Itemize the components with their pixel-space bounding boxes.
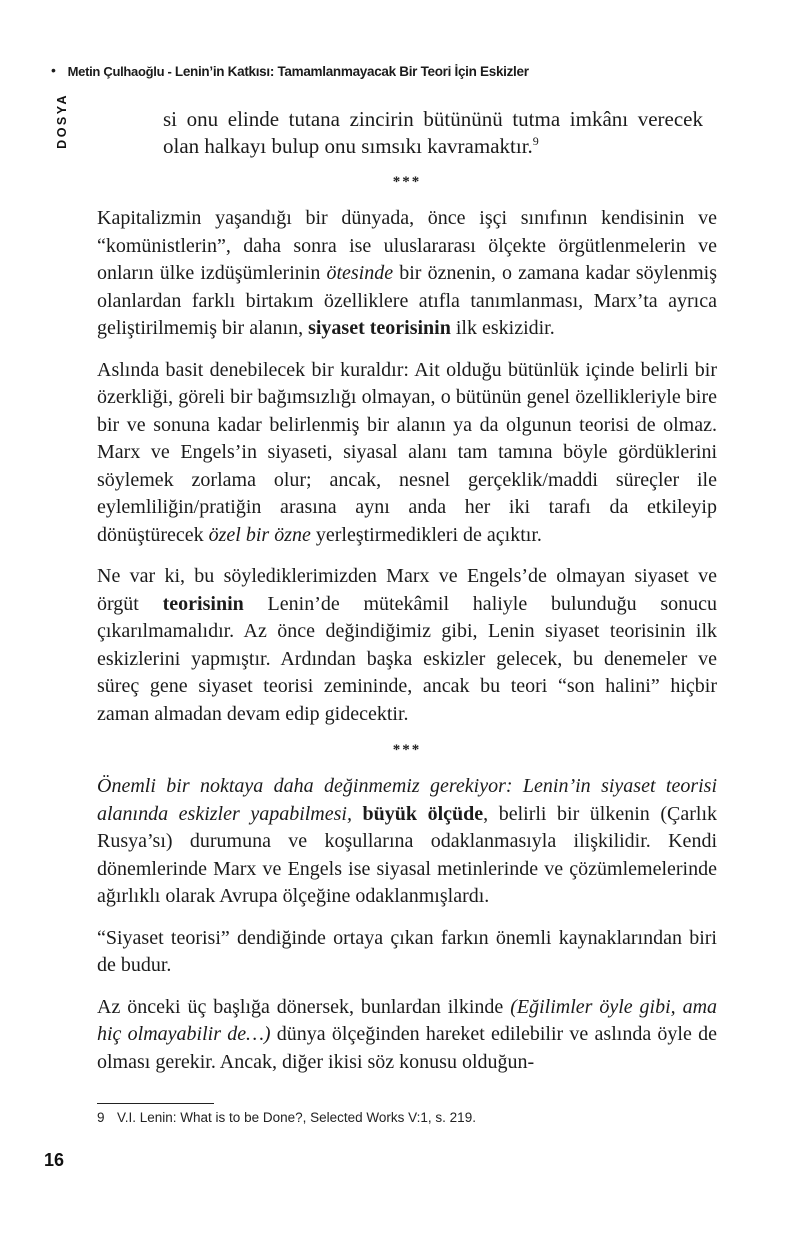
text-run: teorisinin	[162, 592, 244, 615]
text-run: Önemli bir noktaya daha değinmemiz gerekiyor: Lenin’in siyaset teorisi alanında eskizler yapabilmesi,	[97, 775, 717, 825]
text-run: “Siyaset teorisi” dendiğinde ortaya çıkan farkın önemli kaynaklarından biri de budur.	[97, 926, 717, 976]
text-run: si onu elinde tutana zincirin bütününü tutma imkânı verecek olan halkayı bulup onu sımsıkı kavramaktır.	[163, 107, 703, 158]
block-quote	[163, 106, 703, 160]
text-run: , belirli bir ülkenin (Çarlık Rusya’sı) durumuna ve koşullarına odaklanmasıyla ilişkilidir. Kendi dönemlerinde Marx ve Engels ise siyasal metinlerinde ve çözümlemelerinde ağırlıklı olarak Avrupa ölçeğine odaklanmışlardı.	[97, 802, 718, 907]
footnote-number: 9	[97, 1110, 105, 1125]
page-header	[51, 62, 529, 79]
body-paragraph	[97, 994, 717, 1077]
header-bullet-icon: •	[51, 62, 56, 78]
text-run: bir öznenin, o zamana kadar söylenmiş olanlardan farklı birtakım özelliklere atıfla tanımlanması, Marx’ta ayrıca geliştirilmemiş bir alanın,	[97, 262, 717, 339]
text-run: Ne var ki, bu söylediklerimizden Marx ve Engels’de olmayan siyaset ve örgüt	[97, 565, 717, 615]
section-separator: ***	[392, 742, 422, 758]
footnote-ref: 9	[532, 134, 539, 148]
text-run: (Eğilimler öyle gibi, ama hiç olmayabilir de…)	[97, 995, 718, 1045]
footnote-area	[97, 1103, 717, 1125]
body-paragraph	[97, 925, 717, 980]
section-separator: ***	[392, 174, 422, 190]
text-run: yerleştirmedikleri de açıktır.	[310, 523, 542, 546]
body-paragraph	[97, 773, 717, 911]
text-run: ilk eskizidir.	[450, 317, 555, 339]
body-paragraph	[97, 205, 717, 343]
text-run: dünya ölçeğinden hareket edilebilir ve aslında öyle de olması gerekir. Ancak, diğer ikisi söz konusu olduğun-	[97, 1023, 717, 1073]
text-run: ötesinde	[326, 262, 394, 284]
body-paragraph	[97, 563, 717, 728]
text-run: Az önceki üç başlığa dönersek, bunlardan ilkinde	[97, 995, 511, 1018]
page-number: 16	[44, 1150, 65, 1170]
section-label-vertical: DOSYA	[55, 93, 69, 149]
text-run: özel bir özne	[208, 523, 311, 546]
body-paragraph	[97, 357, 717, 550]
page-body	[97, 106, 717, 1076]
footnote-text: V.I. Lenin: What is to be Done?, Selected Works V:1, s. 219.	[117, 1110, 476, 1125]
header-book-title: Lenin’in Katkısı: Tamamlanmayacak Bir Teori İçin Eskizler	[174, 64, 529, 79]
text-run: Kapitalizmin yaşandığı bir dünyada, önce işçi sınıfının kendisinin ve “komünistlerin”, daha sonra ise uluslararası ölçekte örgütlenmelerin ve onların ülke izdüşümlerinin	[97, 207, 717, 284]
footnote	[97, 1110, 717, 1125]
text-run	[352, 803, 363, 825]
text-run: Aslında basit denebilecek bir kuraldır: Ait olduğu bütünlük içinde belirli bir özerkliği, göreli bir bağımsızlığı olmayan, o bütünün genel özellikleriyle bire bir ve sonuna kadar belirlenmiş bir alanın ya da olgunun teorisi de olmaz. Marx ve Engels’in siyaseti, siyasal alanı tam tamına böyle gördüklerini söylemek zorlama olur; ancak, nesnel gerçeklik/maddi süreçler ile eylemliliğin/pratiğin arasına aynı anda her iki tarafı da etkileyip dönüştürecek	[97, 358, 717, 546]
text-run: Lenin’de mütekâmil haliyle bulunduğu sonucu çıkarılmamalıdır. Az önce değindiğimiz gibi, Lenin siyaset teorisinin ilk eskizlerini yapmıştır. Ardından başka eskizler gelecek, bu denemeler ve süreç gene siyaset teorisi zemininde, ancak bu teori “son halini” hiçbir zaman almadan devam edip gidecektir.	[97, 592, 717, 725]
text-run: siyaset teorisinin	[308, 317, 451, 339]
header-author: Metin Çulhaoğlu -	[67, 64, 175, 79]
footnote-divider	[97, 1103, 214, 1104]
text-run: büyük ölçüde	[362, 802, 484, 825]
